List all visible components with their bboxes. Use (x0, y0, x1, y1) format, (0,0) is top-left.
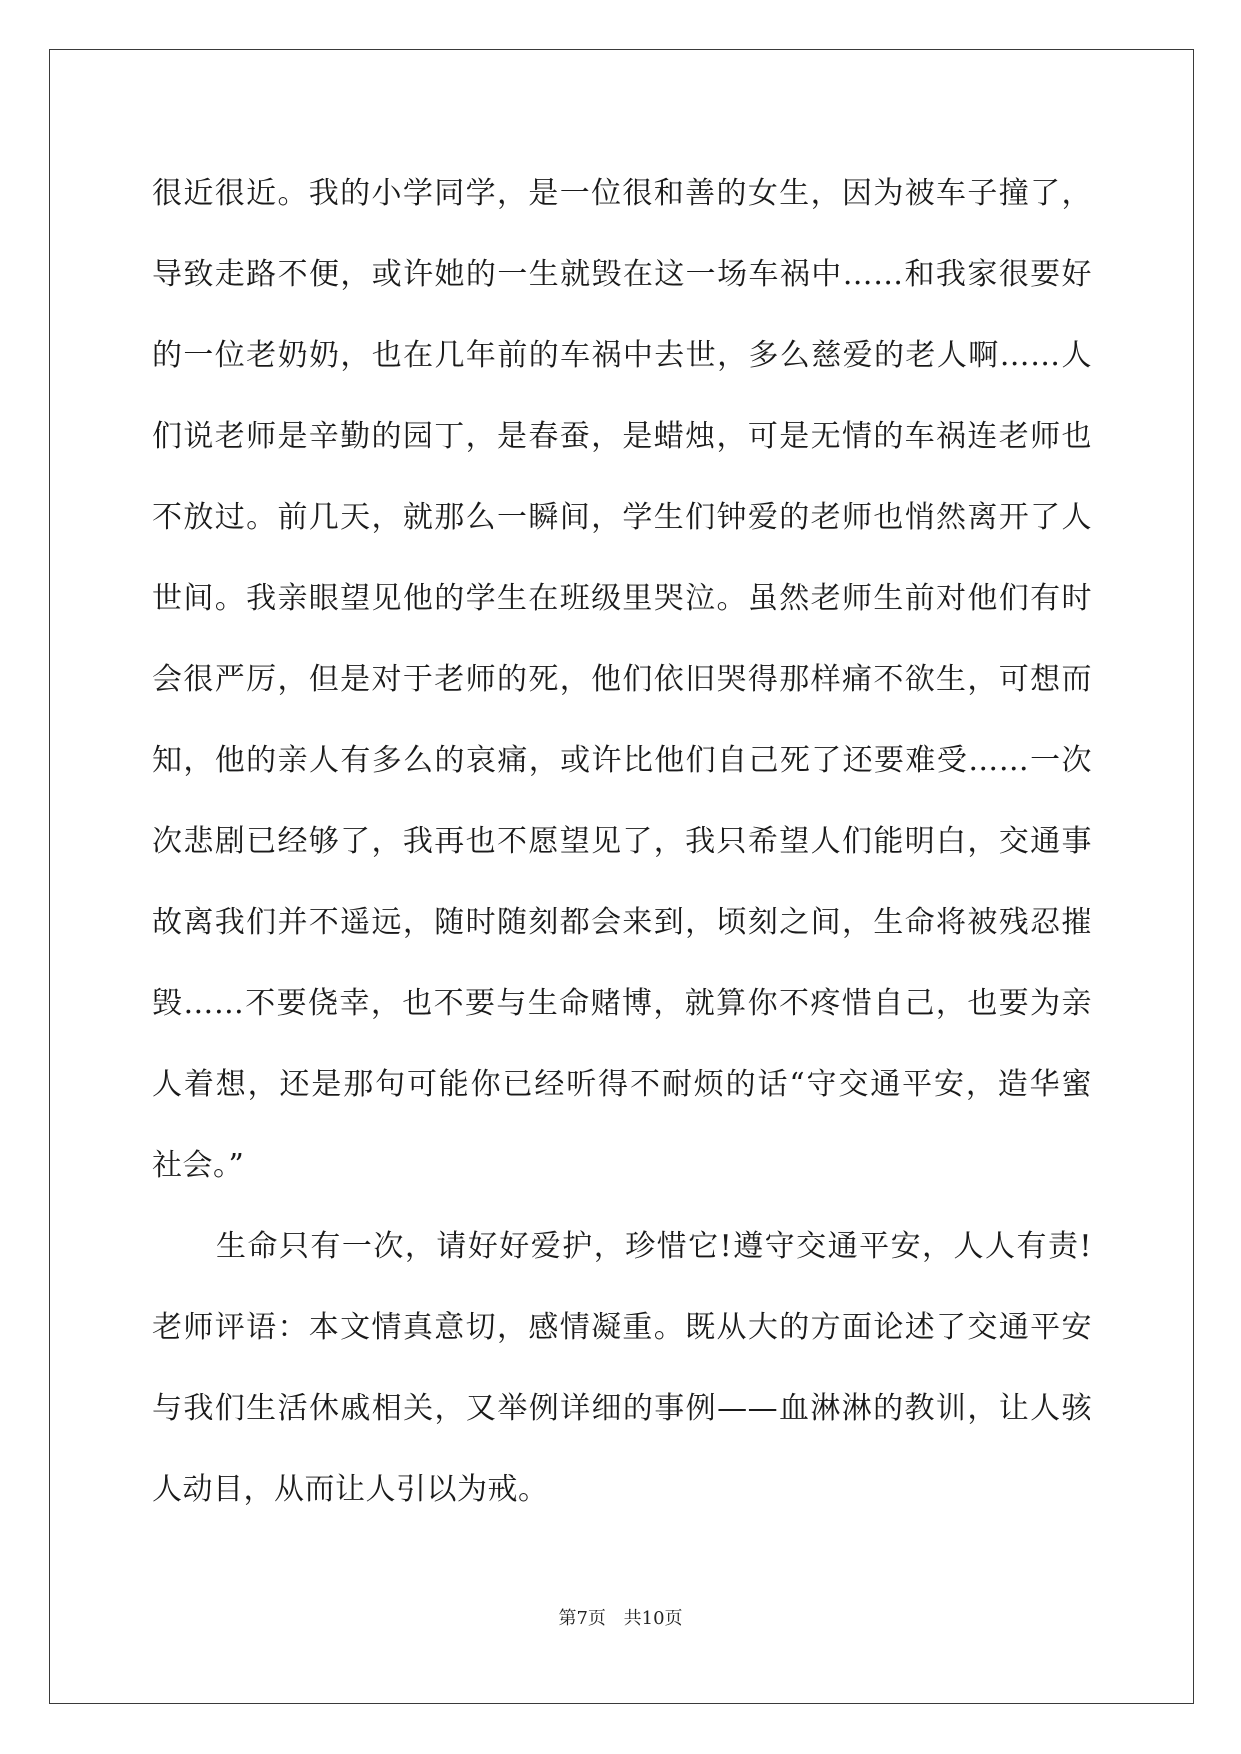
text-line: 毁……不要侥幸，也不要与生命赌博，就算你不疼惜自己，也要为亲 (152, 986, 1092, 1021)
text-line: 世间。我亲眼望见他的学生在班级里哭泣。虽然老师生前对他们有时 (152, 581, 1092, 616)
text-line: 会很严厉，但是对于老师的死，他们依旧哭得那样痛不欲生，可想而 (152, 662, 1092, 697)
text-line: 次悲剧已经够了，我再也不愿望见了，我只希望人们能明白，交通事 (152, 824, 1092, 859)
text-line: 的一位老奶奶，也在几年前的车祸中去世，多么慈爱的老人啊……人 (152, 338, 1092, 373)
text-line: 人着想，还是那句可能你已经听得不耐烦的话“守交通平安，造华蜜 (152, 1067, 1092, 1102)
text-line: 人动目，从而让人引以为戒。 (152, 1472, 549, 1507)
page-number: 第7页 (558, 1608, 606, 1629)
text-line: 老师评语：本文情真意切，感情凝重。既从大的方面论述了交通平安 (152, 1310, 1092, 1345)
text-line: 与我们生活休戚相关，又举例详细的事例——血淋淋的教训，让人骇 (152, 1391, 1092, 1426)
text-line: 导致走路不便，或许她的一生就毁在这一场车祸中……和我家很要好 (152, 257, 1092, 292)
page-footer (0, 1604, 1241, 1630)
text-line: 故离我们并不遥远，随时随刻都会来到，顷刻之间，生命将被残忍摧 (152, 905, 1092, 940)
text-line: 不放过。前几天，就那么一瞬间，学生们钟爱的老师也悄然离开了人 (152, 500, 1092, 535)
text-line-indented: 生命只有一次，请好好爱护，珍惜它!遵守交通平安，人人有责! (216, 1229, 1092, 1264)
text-line: 社会。” (152, 1148, 245, 1183)
document-body (152, 153, 1092, 1530)
text-line: 很近很近。我的小学同学，是一位很和善的女生，因为被车子撞了， (152, 176, 1092, 211)
text-line: 知，他的亲人有多么的哀痛，或许比他们自己死了还要难受……一次 (152, 743, 1092, 778)
page-total: 共10页 (623, 1608, 683, 1629)
text-line: 们说老师是辛勤的园丁，是春蚕，是蜡烛，可是无情的车祸连老师也 (152, 419, 1092, 454)
